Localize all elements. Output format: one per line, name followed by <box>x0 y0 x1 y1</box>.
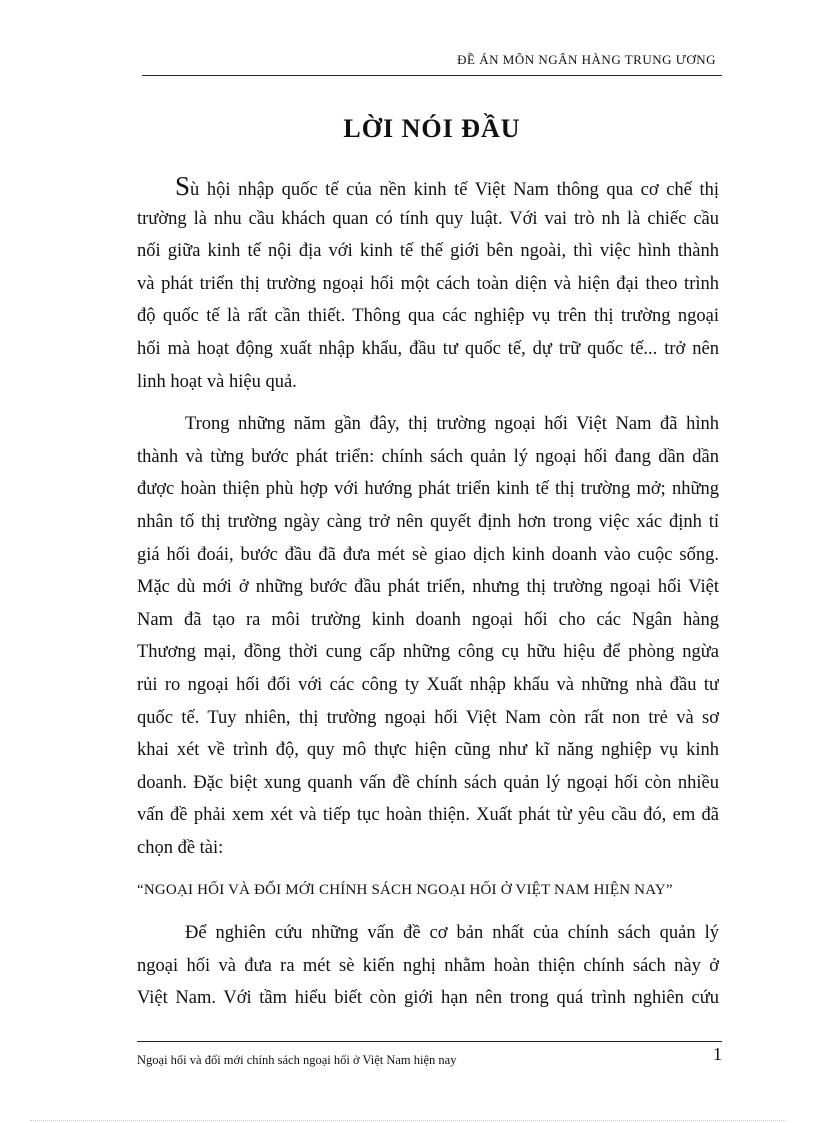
paragraph-line: quốc tế. Tuy nhiên, thị trường ngoại hối Việt Nam còn rất non trẻ và sơ <box>137 707 719 728</box>
header-rule <box>142 75 722 76</box>
paragraph-line: trường là nhu cầu khách quan có tính quy luật. Với vai trò nh là chiếc cầu <box>137 208 719 229</box>
paragraph-line: doanh. Đặc biệt xung quanh vấn đề chính sách quản lý ngoại hối còn nhiều <box>137 772 719 793</box>
paragraph-line: chọn đề tài: <box>137 837 224 858</box>
paragraph-line: Mặc dù mới ở những bước đầu phát triển, nhưng thị trường ngoại hối Việt <box>137 577 719 598</box>
page-title: LỜI NÓI ĐẦU <box>343 114 521 143</box>
paragraph-line: Để nghiên cứu những vấn đề cơ bản nhất của chính sách quản lý <box>185 923 719 944</box>
paragraph-line: được hoàn thiện phù hợp với hướng phát triển kinh tế thị trường mở; những <box>137 479 719 500</box>
paragraph-line: Việt Nam. Với tầm hiểu biết còn giới hạn nên trong quá trình nghiên cứu <box>137 988 719 1009</box>
footer-rule <box>137 1041 722 1042</box>
paragraph-line: khai xét về trình độ, quy mô thực hiện cũng như kĩ năng nghiệp vụ kinh <box>137 740 719 761</box>
running-footer: Ngoại hối và đổi mới chính sách ngoại hối ở Việt Nam hiện nay <box>137 1053 457 1067</box>
paragraph-line: và phát triển thị trường ngoại hối một cách toàn diện và hiện đại theo trình <box>137 273 719 294</box>
paragraph-line: vấn đề phải xem xét và tiếp tục hoàn thiện. Xuất phát từ yêu cầu đó, em đã <box>137 805 719 826</box>
paragraph-line: độ quốc tế là rất cần thiết. Thông qua các nghiệp vụ trên thị trường ngoại <box>137 306 719 327</box>
paragraph-line: linh hoạt và hiệu quả. <box>137 371 297 392</box>
thesis-title: “NGOẠI HỐI VÀ ĐỔI MỚI CHÍNH SÁCH NGOẠI HỐI Ở VIỆT NAM HIỆN NAY” <box>137 882 673 899</box>
thesis-title-paragraph <box>137 874 719 907</box>
paragraph-line: hối mà hoạt động xuất nhập khẩu, đầu tư quốc tế, dự trữ quốc tế... trở nên <box>137 338 719 359</box>
running-header: ĐỀ ÁN MÔN NGÂN HÀNG TRUNG ƯƠNG <box>457 52 716 67</box>
paragraph-line: nhân tố thị trường ngày càng trở nên quyết định hơn trong việc xác định tỉ <box>137 511 719 532</box>
paragraph-line: Nam đã tạo ra môi trường kinh doanh ngoại hối cho các Ngân hàng <box>137 609 719 630</box>
paragraph-line: thành và từng bước phát triển: chính sách quản lý ngoại hối đang dần dần <box>137 446 719 467</box>
drop-cap: S <box>175 171 191 201</box>
paragraph-line: Trong những năm gần đây, thị trường ngoại hối Việt Nam đã hình <box>185 414 719 435</box>
paragraph-2 <box>137 408 719 864</box>
document-body <box>137 170 719 1015</box>
paragraph-line: Thương mại, đồng thời cung cấp những công cụ hữu hiệu để phòng ngừa <box>137 642 719 663</box>
page-break-marker <box>30 1120 786 1121</box>
paragraph-line: rủi ro ngoại hối đối với các công ty Xuất nhập khẩu và những nhà đầu tư <box>137 674 719 695</box>
paragraph-line-rest: ù hội nhập quốc tế của nền kinh tế Việt Nam thông qua cơ chế thị <box>190 180 719 200</box>
paragraph-4 <box>137 917 719 1015</box>
paragraph-1 <box>137 170 719 398</box>
page-number: 1 <box>713 1044 722 1064</box>
paragraph-line <box>137 170 719 203</box>
paragraph-line: nối giữa kinh tế nội địa với kinh tế thế giới bên ngoài, thì việc hình thành <box>137 241 719 262</box>
paragraph-line: ngoại hối và đưa ra mét sè kiến nghị nhằm hoàn thiện chính sách này ở <box>137 955 719 976</box>
paragraph-line: giá hối đoái, bước đầu đã đưa mét sè giao dịch kinh doanh vào cuộc sống. <box>137 544 719 565</box>
